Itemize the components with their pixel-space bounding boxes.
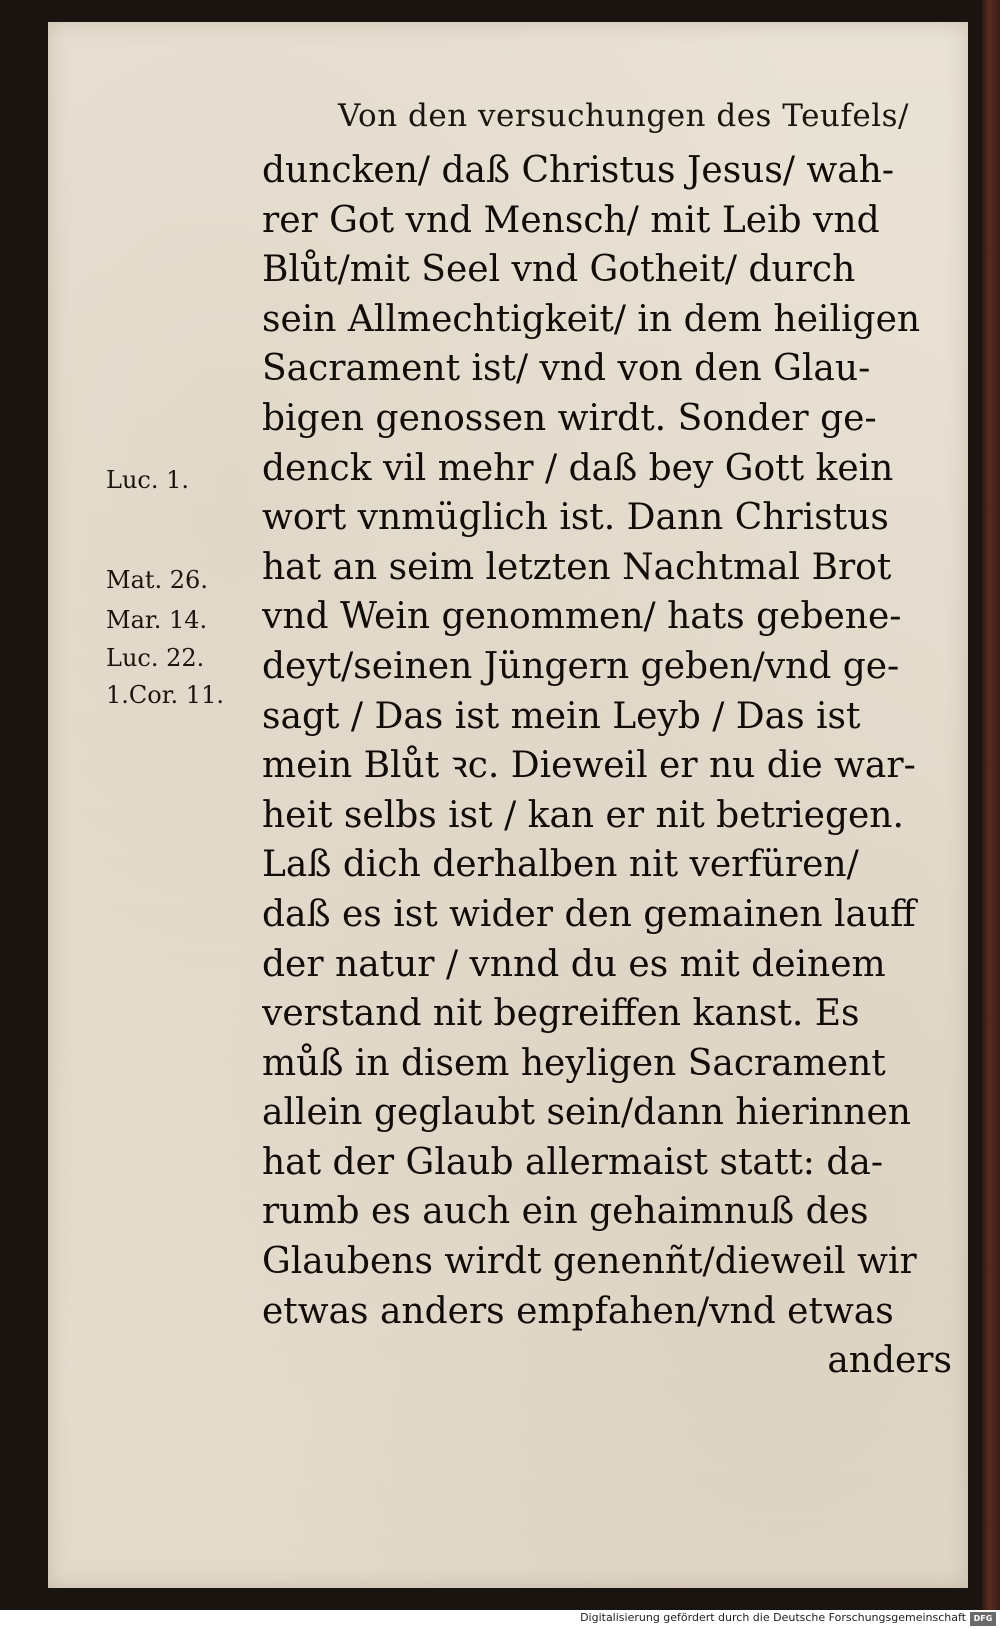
text-line: denck vil mehr / daß bey Gott kein [262,447,894,489]
text-line: hat der Glaub allermaist statt: da- [262,1141,884,1183]
margin-note: Mar. 14. [106,606,208,634]
text-line: sein Allmechtigkeit/ in dem heiligen [262,298,921,340]
text-line: der natur / vnnd du es mit deinem [262,943,886,985]
book-spine-edge [982,0,1000,1629]
text-line: mein Blůt ꝛc. Dieweil er nu die war- [262,745,916,787]
running-header: Von den versuchungen des Teufels/ [338,98,909,134]
text-line: Sacrament ist/ vnd von den Glau- [262,348,871,390]
text-line: duncken/ daß Christus Jesus/ wah- [262,150,895,191]
text-line: daß es ist wider den gemainen lauff [262,893,916,935]
margin-note: Luc. 1. [106,466,189,494]
digitization-footer [0,1610,1000,1629]
text-line: rer Got vnd Mensch/ mit Leib vnd [262,199,880,241]
body-text [262,146,952,1386]
text-line: Glaubens wirdt genenñt/dieweil wir [262,1241,917,1283]
text-line: sagt / Das ist mein Leyb / Das ist [262,695,861,737]
footer-credit: Digitalisierung gefördert durch die Deutsche Forschungsgemeinschaft [580,1611,966,1624]
text-line: verstand nit begreiffen kanst. Es [262,993,860,1035]
text-line: Laß dich derhalben nit verfüren/ [262,844,859,886]
catchword: anders [827,1340,952,1382]
text-line: allein geglaubt sein/dann hierinnen [262,1092,911,1134]
text-line: Blůt/mit Seel vnd Gotheit/ durch [262,249,856,291]
book-page [48,22,968,1588]
text-line: vnd Wein genommen/ hats gebene- [262,596,902,638]
text-line: bigen genossen wirdt. Sonder ge- [262,397,877,439]
dfg-logo-icon: DFG [970,1612,996,1626]
margin-note: 1.Cor. 11. [106,681,224,709]
text-line: deyt/seinen Jüngern geben/vnd ge- [262,645,900,687]
text-line: wort vnmüglich ist. Dann Christus [262,497,889,539]
text-line: můß in disem heyligen Sacrament [262,1042,886,1084]
text-line: rumb es auch ein gehaimnuß des [262,1191,869,1233]
margin-note: Mat. 26. [106,566,208,594]
text-line: hat an seim letzten Nachtmal Brot [262,546,892,588]
text-line: heit selbs ist / kan er nit betriegen. [262,794,904,836]
margin-note: Luc. 22. [106,644,205,672]
text-line: etwas anders empfahen/vnd etwas [262,1290,894,1332]
